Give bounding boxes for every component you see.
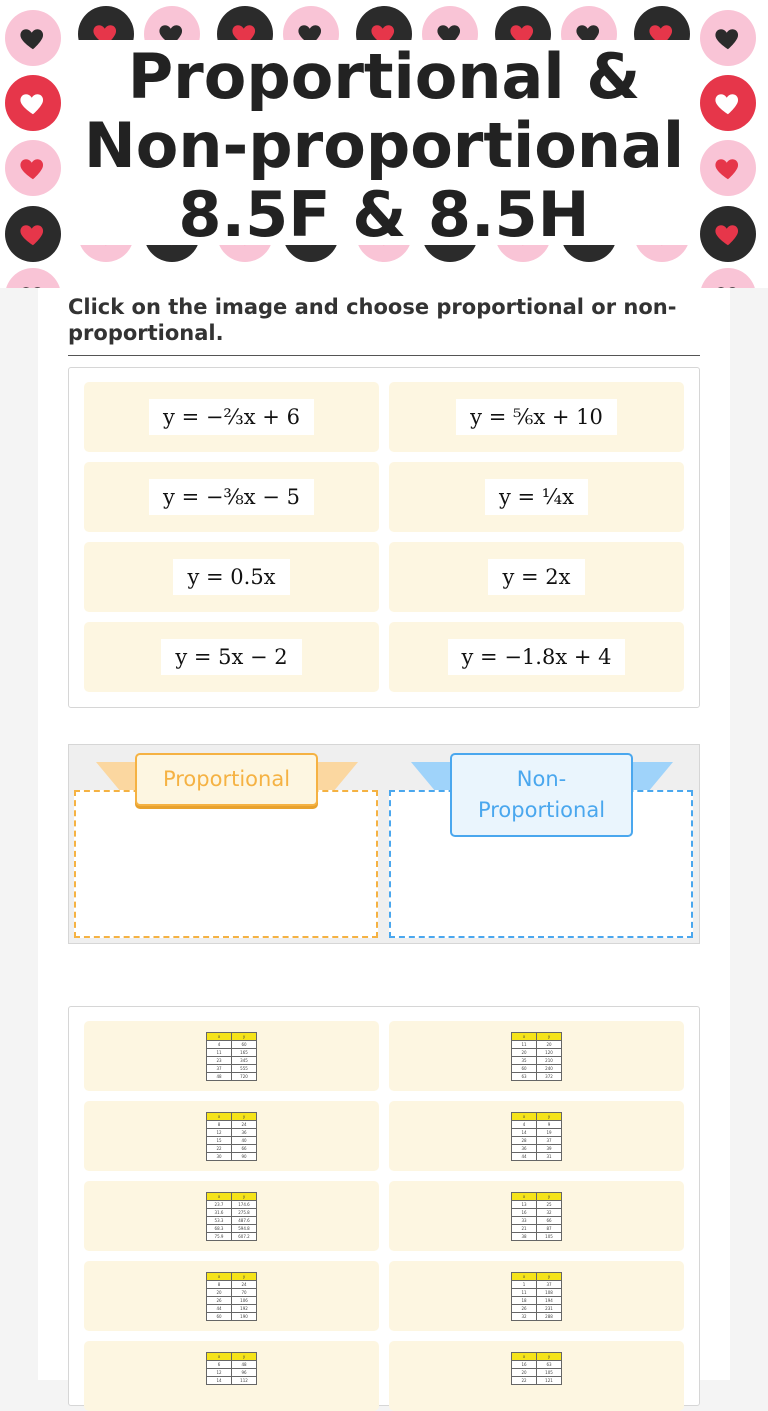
table-cell: 33 xyxy=(512,1216,537,1224)
table-row xyxy=(207,1208,257,1216)
table-cell: 75.9 xyxy=(207,1232,232,1240)
table-cell: 20 xyxy=(512,1369,537,1377)
table-cell: y xyxy=(232,1192,257,1200)
heart-icon xyxy=(5,10,61,66)
table-cell: 28 xyxy=(512,1136,537,1144)
page-title xyxy=(78,42,690,249)
equation-text: y = −1.8x + 4 xyxy=(448,639,626,675)
table-header-row xyxy=(207,1192,257,1200)
heart-icon xyxy=(5,140,61,196)
heart-icon xyxy=(5,75,61,131)
heart-icon xyxy=(700,140,756,196)
table-cell: 108 xyxy=(537,1288,562,1296)
table-row xyxy=(512,1048,562,1056)
heart-icon xyxy=(700,206,756,262)
equation-card[interactable] xyxy=(389,622,684,692)
table-cell: 20 xyxy=(512,1048,537,1056)
table-cell: 11 xyxy=(512,1288,537,1296)
table-row xyxy=(207,1304,257,1312)
table-cell: 70 xyxy=(232,1288,257,1296)
proportional-drop-zone[interactable] xyxy=(74,790,378,938)
table-row xyxy=(512,1200,562,1208)
table-cell: 1 xyxy=(512,1280,537,1288)
table-cell: x xyxy=(512,1032,537,1040)
non-proportional-category-label xyxy=(450,753,633,837)
heart-icon xyxy=(5,268,61,288)
table-cell: 14 xyxy=(512,1128,537,1136)
xy-table xyxy=(511,1192,562,1241)
table-cell: 48 xyxy=(232,1361,257,1369)
table-cell: 19 xyxy=(537,1128,562,1136)
table-row xyxy=(512,1072,562,1080)
table-row xyxy=(512,1056,562,1064)
table-cell: 44 xyxy=(207,1304,232,1312)
table-row xyxy=(512,1304,562,1312)
table-row xyxy=(207,1064,257,1072)
table-row xyxy=(512,1216,562,1224)
table-cell: 120 xyxy=(537,1048,562,1056)
table-cell: 20 xyxy=(207,1288,232,1296)
table-cell: x xyxy=(207,1032,232,1040)
table-header-row xyxy=(512,1272,562,1280)
equation-text: y = 5x − 2 xyxy=(161,639,301,675)
table-row xyxy=(207,1288,257,1296)
table-cell: 13 xyxy=(512,1200,537,1208)
xy-table xyxy=(511,1112,562,1161)
table-cell: 40 xyxy=(232,1136,257,1144)
table-cell: y xyxy=(232,1272,257,1280)
table-header-row xyxy=(512,1112,562,1120)
table-cell: 53.3 xyxy=(207,1216,232,1224)
table-cell: 720 xyxy=(232,1072,257,1080)
table-card[interactable] xyxy=(84,1181,379,1251)
table-row xyxy=(512,1288,562,1296)
table-cell: 12 xyxy=(207,1369,232,1377)
table-row xyxy=(512,1152,562,1160)
table-cell: 14 xyxy=(207,1377,232,1385)
table-row xyxy=(512,1064,562,1072)
table-row xyxy=(512,1232,562,1240)
table-cell: 20 xyxy=(537,1040,562,1048)
table-cell: 23 xyxy=(207,1056,232,1064)
table-row xyxy=(207,1377,257,1385)
table-cell: 22 xyxy=(207,1144,232,1152)
table-cell: 594.8 xyxy=(232,1224,257,1232)
xy-table xyxy=(206,1112,257,1161)
xy-table xyxy=(206,1192,257,1241)
equation-text: y = 0.5x xyxy=(173,559,289,595)
table-row xyxy=(207,1312,257,1320)
table-cell: 231 xyxy=(537,1304,562,1312)
heart-icon xyxy=(700,75,756,131)
table-cell: 60 xyxy=(207,1312,232,1320)
table-cell: x xyxy=(207,1192,232,1200)
table-header-row xyxy=(207,1032,257,1040)
table-cell: 24 xyxy=(232,1120,257,1128)
table-row xyxy=(512,1120,562,1128)
table-row xyxy=(207,1120,257,1128)
heart-icon xyxy=(700,10,756,66)
table-cell: x xyxy=(512,1272,537,1280)
equation-text: y = ¼x xyxy=(485,479,588,515)
equation-text: y = 2x xyxy=(488,559,584,595)
table-cell: y xyxy=(537,1112,562,1120)
table-header-row xyxy=(512,1353,562,1361)
table-cell: 487.6 xyxy=(232,1216,257,1224)
table-card[interactable] xyxy=(84,1021,379,1091)
equation-card[interactable] xyxy=(389,382,684,452)
table-row xyxy=(207,1144,257,1152)
table-cell: 288 xyxy=(537,1312,562,1320)
table-header-row xyxy=(207,1112,257,1120)
table-cell: 15 xyxy=(207,1136,232,1144)
table-card[interactable] xyxy=(84,1261,379,1331)
table-cell: 90 xyxy=(232,1152,257,1160)
table-row xyxy=(207,1040,257,1048)
table-row xyxy=(512,1040,562,1048)
table-cell: 23.7 xyxy=(207,1200,232,1208)
table-header-row xyxy=(207,1353,257,1361)
table-cell: y xyxy=(232,1112,257,1120)
table-cell: 60 xyxy=(512,1064,537,1072)
table-card[interactable] xyxy=(389,1261,684,1331)
table-cell: 60 xyxy=(232,1040,257,1048)
table-cell: 44 xyxy=(512,1152,537,1160)
xy-table xyxy=(206,1352,257,1385)
table-cell: 18 xyxy=(512,1296,537,1304)
table-cell: 36 xyxy=(232,1128,257,1136)
table-cell: 30 xyxy=(207,1152,232,1160)
equation-card[interactable] xyxy=(84,462,379,532)
table-cell: 37 xyxy=(537,1136,562,1144)
table-cell: 21 xyxy=(512,1224,537,1232)
table-cell: 4 xyxy=(512,1120,537,1128)
table-cell: y xyxy=(537,1032,562,1040)
equation-text: y = ⅚x + 10 xyxy=(456,399,617,435)
table-card[interactable] xyxy=(84,1101,379,1171)
table-cell: 8 xyxy=(207,1280,232,1288)
table-cell: 9 xyxy=(537,1120,562,1128)
equation-text: y = −⅔x + 6 xyxy=(149,399,314,435)
table-row xyxy=(512,1369,562,1377)
heart-icon xyxy=(5,206,61,262)
non-proportional-label-text: Non-Proportional xyxy=(477,767,606,822)
table-cell: y xyxy=(232,1032,257,1040)
table-cell: 63 xyxy=(512,1072,537,1080)
table-row xyxy=(512,1208,562,1216)
table-cell: x xyxy=(512,1192,537,1200)
table-cell: 68.3 xyxy=(207,1224,232,1232)
table-row xyxy=(512,1377,562,1385)
table-card[interactable] xyxy=(389,1021,684,1091)
table-row xyxy=(512,1280,562,1288)
table-cell: 39 xyxy=(537,1144,562,1152)
table-cell: 63 xyxy=(537,1361,562,1369)
table-cell: 22 xyxy=(512,1377,537,1385)
table-row xyxy=(207,1224,257,1232)
table-cell: y xyxy=(537,1353,562,1361)
table-cell: 11 xyxy=(512,1040,537,1048)
instructions-text: Click on the image and choose proportional or non-proportional. xyxy=(68,295,677,345)
table-cell: 48 xyxy=(207,1072,232,1080)
table-row xyxy=(512,1296,562,1304)
xy-table xyxy=(511,1352,562,1385)
table-header-row xyxy=(512,1032,562,1040)
table-cell: y xyxy=(537,1272,562,1280)
table-cell: 31.6 xyxy=(207,1208,232,1216)
table-row xyxy=(512,1224,562,1232)
table-cell: 16 xyxy=(512,1361,537,1369)
table-cell: x xyxy=(207,1353,232,1361)
table-cell: 66 xyxy=(232,1144,257,1152)
table-cell: 174.6 xyxy=(232,1200,257,1208)
table-cell: 26 xyxy=(512,1304,537,1312)
title-line-1: Proportional & xyxy=(127,40,641,113)
table-cell: 165 xyxy=(232,1048,257,1056)
table-cell: 372 xyxy=(537,1072,562,1080)
table-cell: 26 xyxy=(207,1296,232,1304)
table-cell: 31 xyxy=(537,1152,562,1160)
instructions-divider xyxy=(68,355,700,356)
table-row xyxy=(207,1152,257,1160)
table-cell: y xyxy=(232,1353,257,1361)
table-row xyxy=(207,1369,257,1377)
table-cell: 24 xyxy=(232,1280,257,1288)
xy-table xyxy=(511,1032,562,1081)
table-row xyxy=(207,1296,257,1304)
xy-table xyxy=(206,1032,257,1081)
table-cell: 112 xyxy=(232,1377,257,1385)
table-cell: 66 xyxy=(537,1216,562,1224)
proportional-category-label: Proportional xyxy=(135,753,318,806)
table-cell: 106 xyxy=(232,1296,257,1304)
table-row xyxy=(207,1048,257,1056)
table-header-row xyxy=(512,1192,562,1200)
table-cell: 607.2 xyxy=(232,1232,257,1240)
table-cell: x xyxy=(512,1353,537,1361)
table-cell: 345 xyxy=(232,1056,257,1064)
table-cell: 32 xyxy=(537,1208,562,1216)
table-cell: 37 xyxy=(537,1280,562,1288)
xy-table xyxy=(206,1272,257,1321)
table-cell: 12 xyxy=(207,1128,232,1136)
table-cell: 36 xyxy=(512,1144,537,1152)
table-cell: 32 xyxy=(512,1312,537,1320)
table-row xyxy=(207,1200,257,1208)
equation-card[interactable] xyxy=(84,542,379,612)
table-row xyxy=(512,1144,562,1152)
title-line-2: Non-proportional xyxy=(83,109,685,182)
table-card[interactable] xyxy=(389,1181,684,1251)
xy-table xyxy=(511,1272,562,1321)
table-cell: 37 xyxy=(207,1064,232,1072)
table-cell: x xyxy=(207,1272,232,1280)
table-cell: 4 xyxy=(207,1040,232,1048)
equation-card[interactable] xyxy=(389,542,684,612)
table-cell: 6 xyxy=(207,1361,232,1369)
table-cell: 35 xyxy=(512,1056,537,1064)
table-cell: 11 xyxy=(207,1048,232,1056)
table-cell: 555 xyxy=(232,1064,257,1072)
table-row xyxy=(207,1280,257,1288)
table-cell: 25 xyxy=(537,1200,562,1208)
table-cell: 96 xyxy=(232,1369,257,1377)
table-row xyxy=(207,1232,257,1240)
table-row xyxy=(207,1361,257,1369)
table-cell: 192 xyxy=(232,1304,257,1312)
table-cell: 38 xyxy=(512,1232,537,1240)
table-cell: 16 xyxy=(512,1208,537,1216)
table-card[interactable] xyxy=(84,1341,379,1411)
table-row xyxy=(207,1136,257,1144)
table-cell: 194 xyxy=(537,1296,562,1304)
table-cell: x xyxy=(512,1112,537,1120)
table-cell: 87 xyxy=(537,1224,562,1232)
title-line-3: 8.5F & 8.5H xyxy=(178,178,590,251)
table-row xyxy=(512,1361,562,1369)
table-card[interactable] xyxy=(389,1341,684,1411)
heart-icon xyxy=(700,268,756,288)
table-cell: y xyxy=(537,1192,562,1200)
table-row xyxy=(512,1128,562,1136)
table-row xyxy=(512,1312,562,1320)
table-row xyxy=(207,1056,257,1064)
table-cell: 105 xyxy=(537,1232,562,1240)
equation-card[interactable] xyxy=(84,622,379,692)
table-row xyxy=(207,1216,257,1224)
table-row xyxy=(207,1128,257,1136)
equation-card[interactable] xyxy=(84,382,379,452)
table-header-row xyxy=(207,1272,257,1280)
equation-card[interactable] xyxy=(389,462,684,532)
table-cell: 275.8 xyxy=(232,1208,257,1216)
table-cell: 240 xyxy=(537,1064,562,1072)
table-cell: x xyxy=(207,1112,232,1120)
table-cell: 105 xyxy=(537,1369,562,1377)
table-card[interactable] xyxy=(389,1101,684,1171)
table-cell: 210 xyxy=(537,1056,562,1064)
table-cell: 121 xyxy=(537,1377,562,1385)
table-row xyxy=(512,1136,562,1144)
table-cell: 8 xyxy=(207,1120,232,1128)
table-cell: 190 xyxy=(232,1312,257,1320)
table-row xyxy=(207,1072,257,1080)
equation-text: y = −⅜x − 5 xyxy=(149,479,314,515)
